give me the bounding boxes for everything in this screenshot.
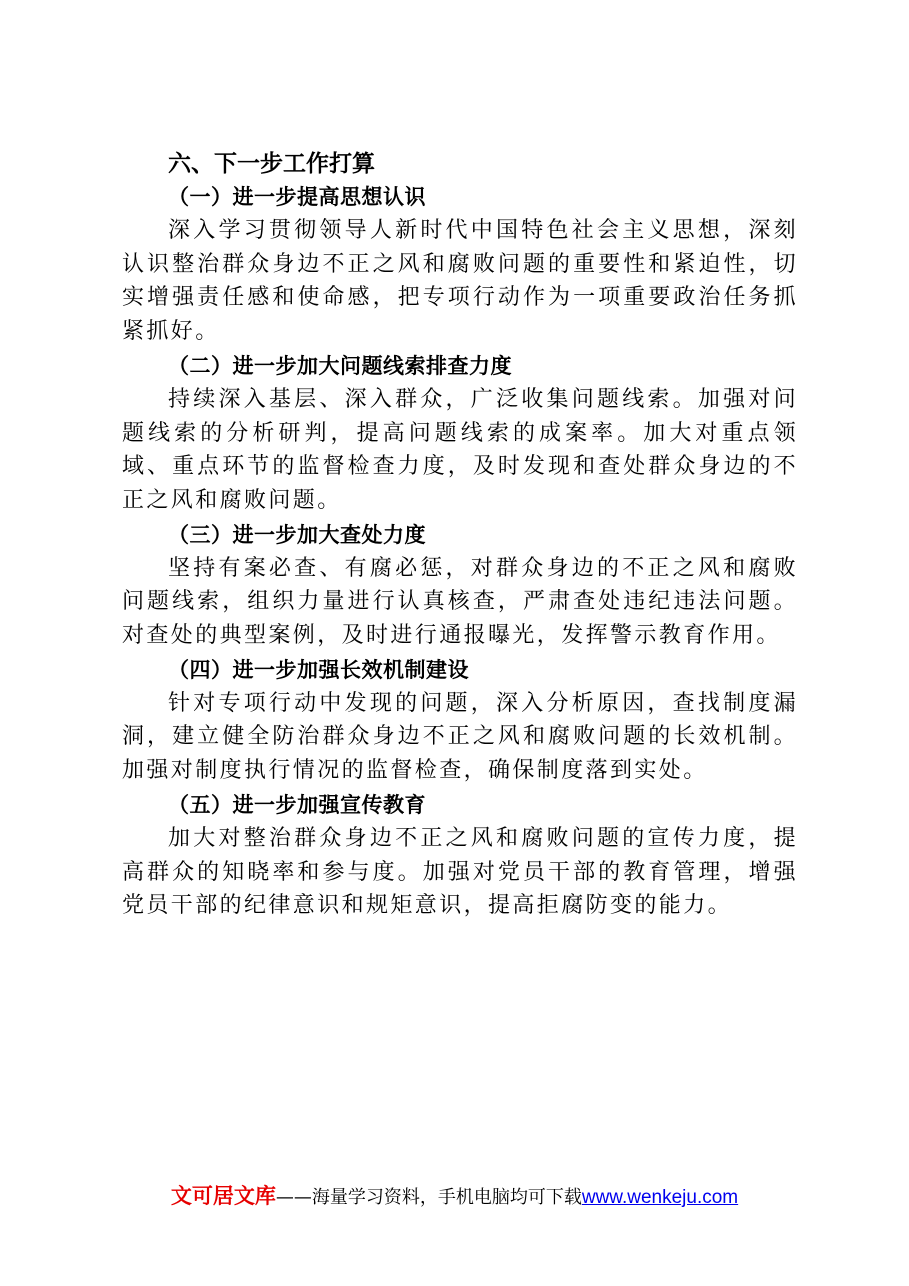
footer-tagline: ——海量学习资料，手机电脑均可下载 xyxy=(275,1187,582,1208)
subsection-heading-4: （四）进一步加强长效机制建设 xyxy=(168,656,469,682)
footer-brand: 文可居文库 xyxy=(170,1184,276,1208)
footer-website-link[interactable]: www.wenkeju.com xyxy=(581,1187,739,1208)
document-content xyxy=(122,148,798,923)
subsection-body-2: 持续深入基层、深入群众，广泛收集问题线索。加强对问题线索的分析研判，提高问题线索的成案率。加大对重点领域、重点环节的监督检查力度，及时发现和查处群众身边的不正之风和腐败问题。 xyxy=(122,386,798,513)
subsection-body-1: 深入学习贯彻领导人新时代中国特色社会主义思想，深刻认识整治群众身边不正之风和腐败问题的重要性和紧迫性，切实增强责任感和使命感，把专项行动作为一项重要政治任务抓紧抓好。 xyxy=(122,218,798,345)
subsection-heading-3: （三）进一步加大查处力度 xyxy=(168,521,426,547)
subsection-body-3: 坚持有案必查、有腐必惩，对群众身边的不正之风和腐败问题线索，组织力量进行认真核查，严肃查处违纪违法问题。对查处的典型案例，及时进行通报曝光，发挥警示教育作用。 xyxy=(122,555,798,649)
subsection-heading-5: （五）进一步加强宣传教育 xyxy=(168,791,426,817)
subsection-body-4: 针对专项行动中发现的问题，深入分析原因，查找制度漏洞，建立健全防治群众身边不正之风和腐败问题的长效机制。加强对制度执行情况的监督检查，确保制度落到实处。 xyxy=(122,690,798,784)
subsection-body-5: 加大对整治群众身边不正之风和腐败问题的宣传力度，提高群众的知晓率和参与度。加强对党员干部的教育管理，增强党员干部的纪律意识和规矩意识，提高拒腐防变的能力。 xyxy=(122,825,798,919)
subsection-heading-1: （一）进一步提高思想认识 xyxy=(168,184,426,209)
footer-banner xyxy=(0,1182,909,1212)
section-title: 六、下一步工作打算 xyxy=(168,151,375,177)
subsection-heading-2: （二）进一步加大问题线索排查力度 xyxy=(168,352,512,378)
